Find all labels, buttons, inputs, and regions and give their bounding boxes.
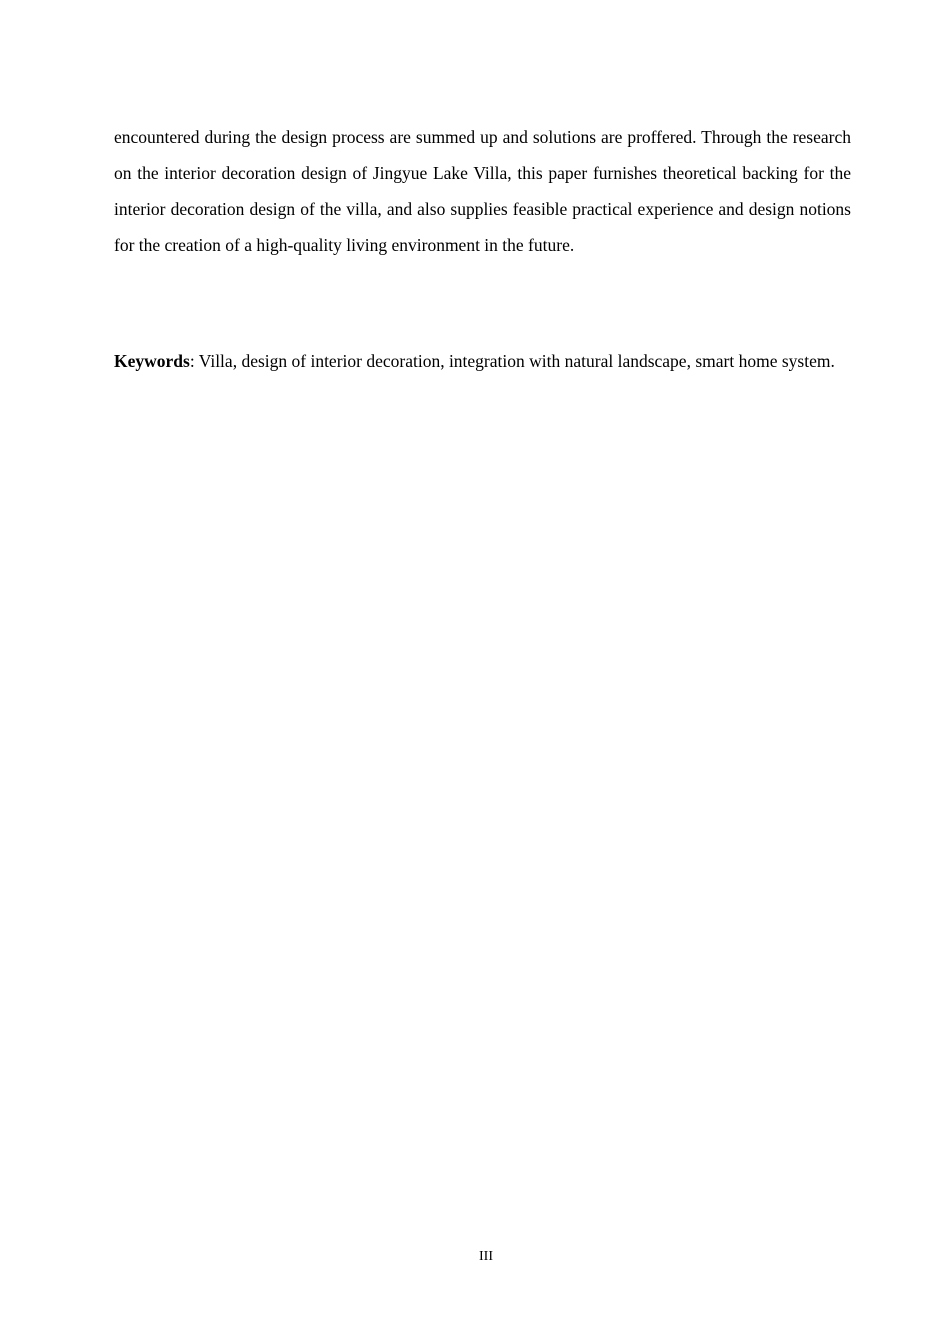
page-number: III: [479, 1249, 493, 1264]
keywords-separator: :: [189, 351, 199, 371]
keywords-line: [114, 343, 851, 379]
keywords-text: Villa, design of interior decoration, integration with natural landscape, smart home system.: [198, 351, 835, 371]
keywords-label: Keywords: [114, 351, 190, 371]
abstract-paragraph: encountered during the design process are summed up and solutions are proffered. Through the research on the interior decoration design of Jingyue Lake Villa, this paper furnishes theoretical backing for the interior decoration design of the villa, and also supplies feasible practical experience and design notions for the creation of a high-quality living environment in the future.: [114, 127, 851, 255]
